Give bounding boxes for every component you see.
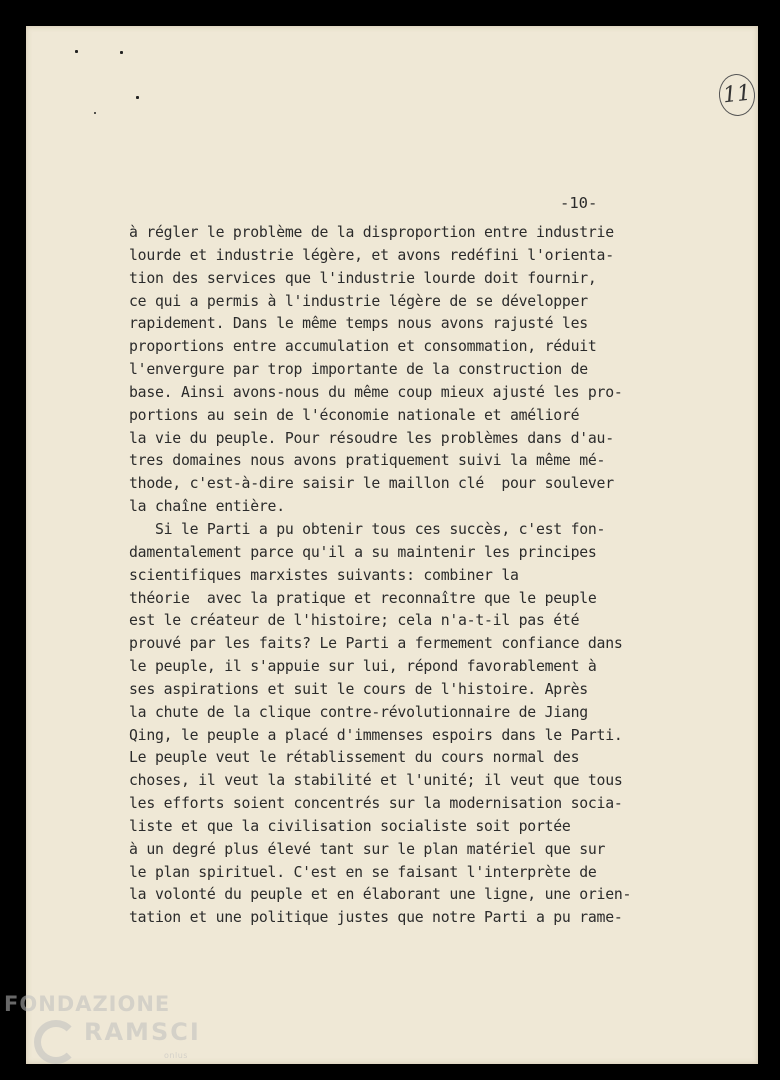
scan-mark [120, 51, 123, 54]
text-line: à régler le problème de la disproportion entre industrie [129, 224, 614, 241]
text-line: ses aspirations et suit le cours de l'histoire. Après [129, 680, 588, 698]
text-line: la volonté du peuple et en élaborant une ligne, une orien- [129, 886, 632, 904]
text-line: l'envergure par trop importante de la construction de [129, 361, 588, 379]
watermark-line1: FONDAZIONE [4, 992, 171, 1016]
text-line: la chute de la clique contre-révolutionnaire de Jiang [129, 703, 588, 721]
watermark-line2: RAMSCI [84, 1018, 201, 1046]
text-line: ce qui a permis à l'industrie légère de se développer [129, 292, 588, 310]
scan-mark [136, 96, 139, 99]
text-line: base. Ainsi avons-nous du même coup mieux ajusté les pro- [129, 383, 623, 401]
text-line: le peuple, il s'appuie sur lui, répond favorablement à [129, 658, 597, 676]
text-line: damentalement parce qu'il a su maintenir les principes [129, 543, 597, 561]
page-number: -10- [560, 194, 598, 212]
text-line: portions au sein de l'économie nationale et amélioré [129, 406, 580, 424]
scan-mark [75, 50, 78, 53]
watermark-gramsci [4, 1018, 204, 1078]
watermark-g-icon [34, 1020, 78, 1064]
text-line: théorie avec la pratique et reconnaître que le peuple [129, 589, 597, 607]
text-line: Qing, le peuple a placé d'immenses espoirs dans le Parti. [129, 726, 623, 744]
text-line: Si le Parti a pu obtenir tous ces succès, c'est fon- [129, 520, 606, 538]
folio-number: 11 [717, 72, 757, 118]
text-line: tres domaines nous avons pratiquement suivi la même mé- [129, 452, 606, 470]
text-line: proportions entre accumulation et consommation, réduit [129, 338, 597, 356]
text-line: est le créateur de l'histoire; cela n'a-t-il pas été [129, 612, 580, 630]
text-line: tion des services que l'industrie lourde doit fournir, [129, 269, 597, 287]
watermark-logo [4, 992, 201, 1060]
text-line: thode, c'est-à-dire saisir le maillon clé pour soulever [129, 475, 614, 493]
body-text [129, 222, 689, 930]
text-line: les efforts soient concentrés sur la modernisation socia- [129, 795, 623, 813]
scan-mark [94, 112, 96, 114]
watermark-small: onlus [164, 1051, 188, 1060]
text-line: tation et une politique justes que notre Parti a pu rame- [129, 909, 623, 927]
text-line: scientifiques marxistes suivants: combiner la [129, 566, 519, 584]
text-line: rapidement. Dans le même temps nous avons rajusté les [129, 315, 588, 333]
text-line: liste et que la civilisation socialiste soit portée [129, 817, 571, 835]
text-line: la chaîne entière. [129, 498, 285, 516]
text-line: lourde et industrie légère, et avons redéfini l'orienta- [129, 246, 614, 264]
text-line: la vie du peuple. Pour résoudre les problèmes dans d'au- [129, 429, 614, 447]
text-line: le plan spirituel. C'est en se faisant l'interprète de [129, 863, 597, 881]
text-line: Le peuple veut le rétablissement du cours normal des [129, 749, 580, 767]
text-line: choses, il veut la stabilité et l'unité; il veut que tous [129, 772, 623, 790]
text-line: prouvé par les faits? Le Parti a fermement confiance dans [129, 635, 623, 653]
text-line: à un degré plus élevé tant sur le plan matériel que sur [129, 840, 606, 858]
